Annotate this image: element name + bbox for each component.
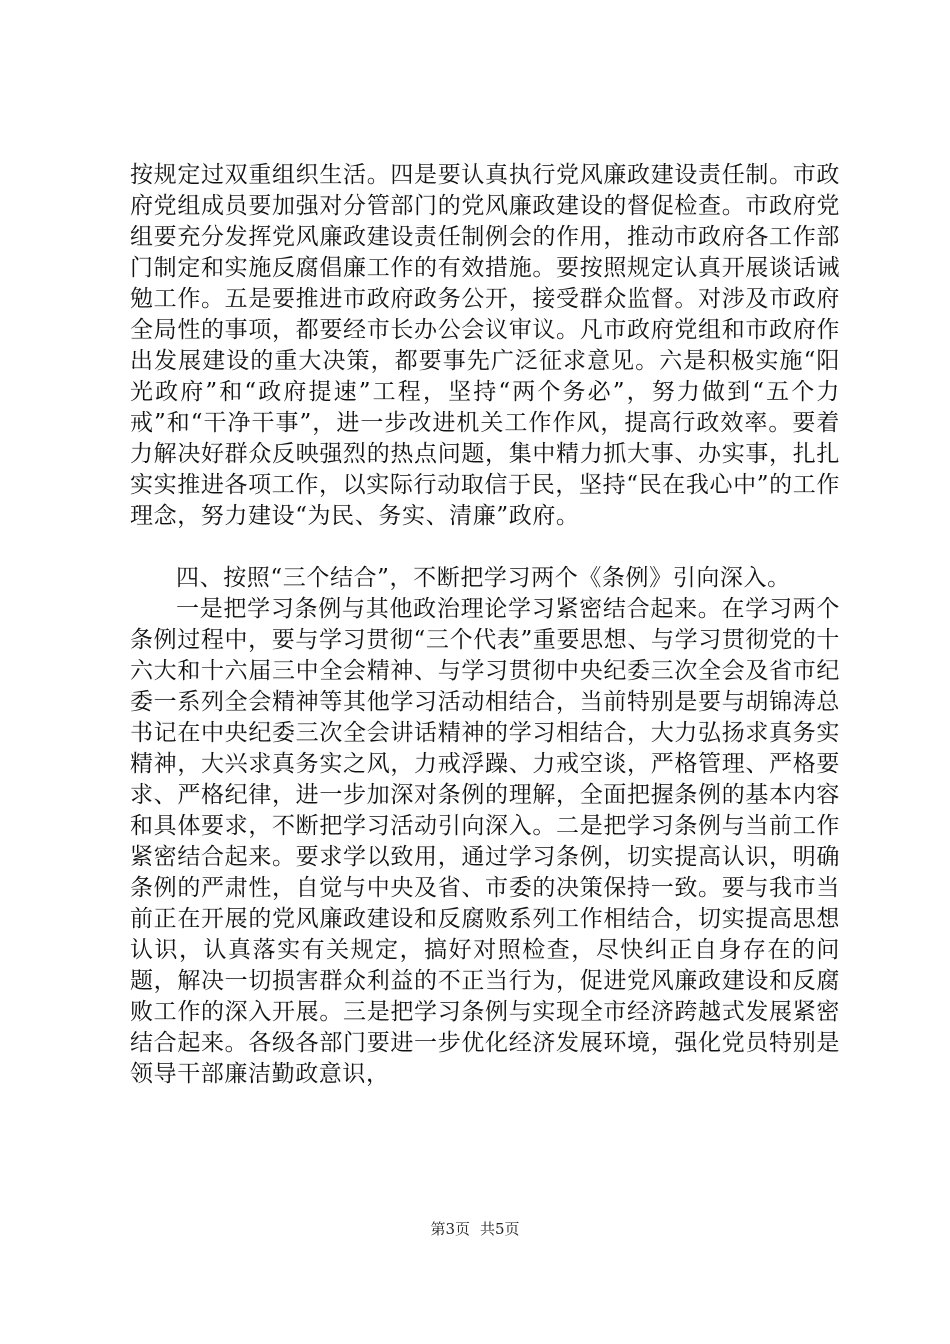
page-footer <box>0 1219 950 1239</box>
page-total: 共5页 <box>480 1220 520 1238</box>
paragraph-2: 一是把学习条例与其他政治理论学习紧密结合起来。在学习两个条例过程中，要与学习贯彻“三个代表”重要思想、与学习贯彻党的十六大和十六届三中全会精神、与学习贯彻中央纪委三次全会及省市纪委一系列全会精神等其他学习活动相结合，当前特别是要与胡锦涛总书记在中央纪委三次全会讲话精神的学习相结合，大力弘扬求真务实精神，大兴求真务实之风，力戒浮躁、力戒空谈，严格管理、严格要求、严格纪律，进一步加深对条例的理解，全面把握条例的基本内容和具体要求，不断把学习活动引向深入。二是把学习条例与当前工作紧密结合起来。要求学以致用，通过学习条例，切实提高认识，明确条例的严肃性，自觉与中央及省、市委的决策保持一致。要与我市当前正在开展的党风廉政建设和反腐败系列工作相结合，切实提高思想认识，认真落实有关规定，搞好对照检查，尽快纠正自身存在的问题，解决一切损害群众利益的不正当行为，促进党风廉政建设和反腐败工作的深入开展。三是把学习条例与实现全市经济跨越式发展紧密结合起来。各级各部门要进一步优化经济发展环境，强化党员特别是领导干部廉洁勤政意识， <box>130 596 840 1087</box>
section-heading-4: 四、按照“三个结合”，不断把学习两个《条例》引向深入。 <box>176 565 791 591</box>
paragraph-1: 按规定过双重组织生活。四是要认真执行党风廉政建设责任制。市政府党组成员要加强对分管部门的党风廉政建设的督促检查。市政府党组要充分发挥党风廉政建设责任制例会的作用，推动市政府各工作部门制定和实施反腐倡廉工作的有效措施。要按照规定认真开展谈话诫勉工作。五是要推进市政府政务公开，接受群众监督。对涉及市政府全局性的事项，都要经市长办公会议审议。凡市政府党组和市政府作出发展建设的重大决策，都要事先广泛征求意见。六是积极实施“阳光政府”和“政府提速”工程，坚持“两个务必”，努力做到“五个力戒”和“干净干事”，进一步改进机关工作作风，提高行政效率。要着力解决好群众反映强烈的热点问题，集中精力抓大事、办实事，扎扎实实推进各项工作，以实际行动取信于民，坚持“民在我心中”的工作理念，努力建设“为民、务实、清廉”政府。 <box>130 162 840 529</box>
paragraph-gap <box>130 532 840 563</box>
page-number: 第3页 <box>430 1220 470 1238</box>
document-body <box>130 160 840 1090</box>
